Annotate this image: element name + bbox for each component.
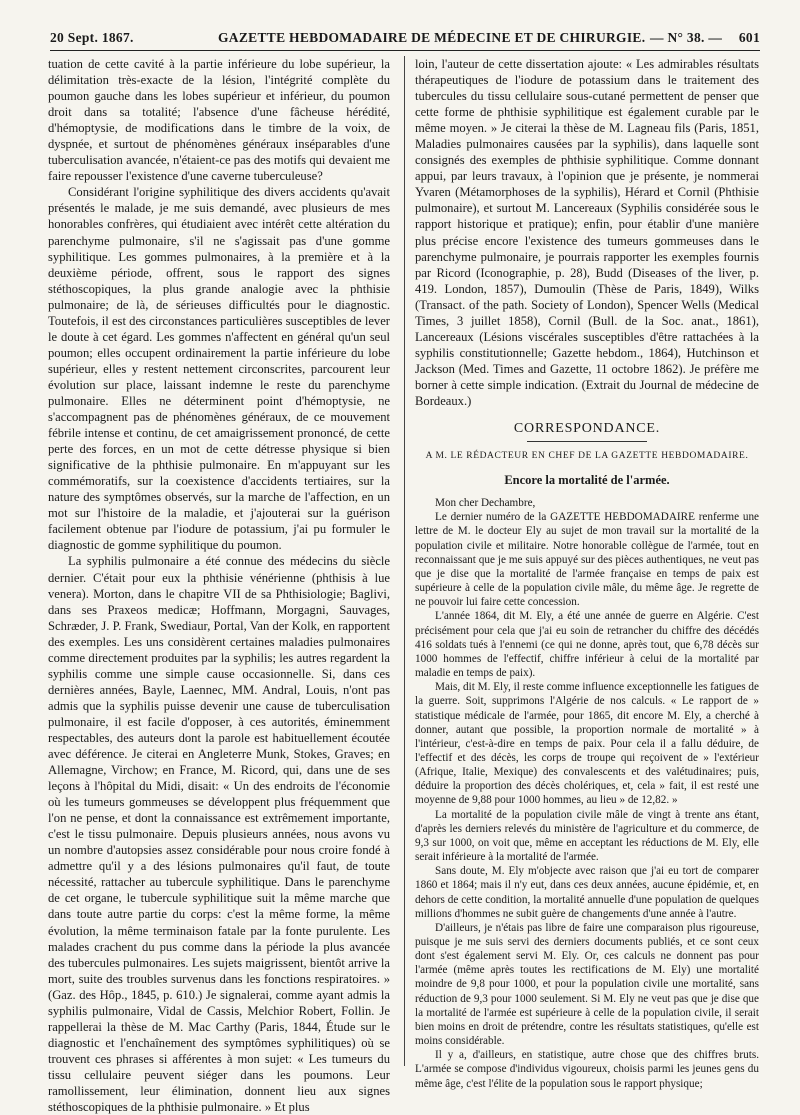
- letter-address: A M. LE RÉDACTEUR EN CHEF DE LA GAZETTE HEBDOMADAIRE.: [425, 451, 749, 462]
- right-column: [415, 56, 759, 1091]
- letter-salutation: Mon cher Dechambre,: [435, 497, 536, 510]
- header-date: 20 Sept. 1867.: [50, 30, 134, 45]
- heading-rule: [527, 441, 647, 442]
- header-page-number: 601: [738, 30, 760, 45]
- letter-body: [415, 496, 759, 1091]
- header-journal-title: GAZETTE HEBDOMADAIRE DE MÉDECINE ET DE CHIRURGIE.: [218, 30, 646, 45]
- letter-paragraph-7: Il y a, d'ailleurs, en statistique, autre chose que des chiffres bruts. L'armée se compose d'individus vigoureux, choisis parmi les jeunes gens du même âge, c'est l'élite de la population sous le rapport physique;: [415, 1049, 759, 1090]
- correspondence-heading: CORRESPONDANCE.: [513, 421, 661, 437]
- letter-paragraph-2: L'année 1864, dit M. Ely, a été une année de guerre en Algérie. C'est précisément pour cela que j'ai eu soin de retrancher du chiffre des décédés 416 soldats tués à l'ennemi (ce qui ne donne, après tout, que 6,78 décès sur 1000 hommes de l'effectif, chiffre inférieur à celui de la mortalité par maladie en temps de paix).: [415, 610, 759, 680]
- letter-paragraph-5: Sans doute, M. Ely m'objecte avec raison que j'ai eu tort de comparer 1860 et 1864; mais il n'y eut, dans ces deux années, aucune épidémie, et, en dehors de cette condition, la mortalité annuelle d'une population de quelques millions d'hommes ne subit guère de changements d'une année à l'autre.: [415, 865, 759, 920]
- column-divider: [404, 56, 405, 1066]
- left-paragraph-3: La syphilis pulmonaire a été connue des médecins du siècle dernier. C'était pour eux la phthisie vénérienne (phthisis à lue venera). Morton, dans le chapitre VII de sa Phthisiologie; Baglivi, dans ses Praxeos medicæ; Hoffmann, Morgagni, Sauvages, Schræder, J. P. Frank, Swediaur, Portal, Van der Kolk, en rapportent des exemples. Les uns considèrent certaines maladies pulmonaires comme directement produites par la syphilis; les autres regardent la syphilis comme une simple cause occasionnelle. Si, dans ces dernières années, Bayle, Laennec, MM. Andral, Louis, n'ont pas admis que la syphilis puisse devenir une cause de tuberculisation pulmonaire, il est facile d'opposer, à ces autorités, éminemment respectables, des auteurs dont la parole est habituellement écoutée avec déférence. Je citerai en Angleterre Munk, Stokes, Graves; en Allemagne, Virchow; en France, M. Ricord, qui, dans une de ses leçons à l'hôpital du Midi, disait: « Un des endroits de l'économie où les tumeurs gommeuses se développent plus fréquemment que l'on ne pense, et dont la connaissance est extrêmement importante, c'est le tissu pulmonaire. Depuis plusieurs années, nous avons vu un nombre d'autopsies assez considérable pour nous croire fondé à admettre qu'il y a des lésions pulmonaires qu'il faut, de toute nécessité, rattacher au tubercule syphilitique. Dans le parenchyme de cet organe, le tubercule syphilitique suit la même marche que dans toute autre partie du corps: c'est la même forme, la même évolution, la même terminaison fatale par la fonte purulente. Les malades crachent du pus comme dans la période la plus avancée des tubercules pulmonaires. Les sujets maigrissent, bientôt arrive la mort, suite des troubles survenus dans les fonctions respiratoires. » (Gaz. des Hôp., 1845, p. 610.) Je signalerai, comme ayant admis la syphilis pulmonaire, Vidal de Cassis, Melchior Robert, Follin. Je rappellerai la thèse de M. Mac Carthy (Paris, 1844, Étude sur le diagnostic et l'enchaînement des symptômes syphilitiques) où se trouvent ces phrases si afférentes à mon sujet: « Les tumeurs du tissu cellulaire peuvent siéger dans les poumons. Leur ramollissement, leur élimination, donnent lieu aux signes stéthoscopiques de la phthisie pulmonaire. » Et plus: [48, 554, 390, 1115]
- left-column: [48, 56, 390, 1115]
- right-paragraph-1: loin, l'auteur de cette dissertation ajoute: « Les admirables résultats thérapeutiques de l'iodure de potassium dans le traitement des tubercules du tissu cellulaire sous-cutané permettent de penser que cette forme de phthisie syphilitique est également curable par le même moyen. » Je citerai la thèse de M. Lagneau fils (Paris, 1851, Maladies pulmonaires causées par la syphilis), dans laquelle sont consignés des exemples de phthisie syphilitique. Comme donnant appui, par leurs travaux, à l'opinion que je présente, je nommerai Yvaren (Métamorphoses de la syphilis), Hérard et Cornil (Phthisie pulmonaire), et surtout M. Lancereaux (Syphilis considérée sous le rapport historique et pratique); enfin, pour établir d'une manière plus précise encore l'existence des tumeurs gommeuses dans le parenchyme pulmonaire, je pourrais rapporter les exemples fournis par Ricord (Iconographie, p. 28), Budd (Diseases of the liver, p. 419. London, 1857), Dumoulin (Thèse de Paris, 1849), Wilks (Transact. of the path. Society of London), Spencer Wells (Medical Times, 3 juillet 1858), Cornil (Bull. de la Soc. anat., 1861), Lancereaux (Lésions viscérales susceptibles d'être rattachées à la syphilis constitutionnelle; Gazette hebdom., 1864), Hutchinson et Jackson (Med. Times and Gazette, 11 octobre 1862). Je préfère me borner à cette simple indication. (Extrait du Journal de médecine de Bordeaux.): [415, 57, 759, 408]
- page-header: [50, 22, 760, 51]
- letter-paragraph-3: Mais, dit M. Ely, il reste comme influence exceptionnelle les fatigues de la guerre. Soit, supprimons l'Algérie de nos calculs. « Le rapport de » statistique médicale de l'armée, pour 1865, dit encore M. Ely, a cherché à donner, autant que possible, la proportion normale de mortalité » à l'intérieur, c'est-à-dire en temps de paix. Pour cela il a fallu déduire, de l'effectif et des décès, les corps de troupe qui reçoivent de » l'extérieur (Afrique, Italie, Mexique) des convalescents et des valétudinaires; puis, déduire la proportion des décès cholériques, et, cela » fait, il est resté une moyenne de 9,88 pour 1000 hommes, au lieu » de 12,82. »: [415, 681, 759, 807]
- letter-paragraph-6: D'ailleurs, je n'étais pas libre de faire une comparaison plus rigoureuse, puisque je me suis servi des derniers documents publiés, et ce sont ceux dont s'est également servi M. Ely. Or, ces calculs ne donnent pas pour l'armée (même après toutes les rectifications de M. Ely) une mortalité moindre de 9,8 pour 1000, et pour la population civile une mortalité, sans réduction de 9,3 pour 1000 seulement. Si M. Ely ne veut pas que je dise que la mortalité de l'armée est supérieure à celle de la population civile, il serait bien moins en droit de prétendre, contre les résultats statistiques, qu'elle est moins considérable.: [415, 921, 759, 1048]
- letter-subtitle: Encore la mortalité de l'armée.: [504, 473, 670, 488]
- left-paragraph-2: Considérant l'origine syphilitique des divers accidents qu'avait présentés le malade, je me suis demandé, avec plusieurs de mes honorables confrères, qui étudiaient avec intérêt cette altération du parenchyme pulmonaire, s'il ne s'agissait pas d'une gomme syphilitique. Les gommes pulmonaires, à la première et à la deuxième période, offrent, sous le rapport des signes stéthoscopiques, la plus grande analogie avec la phthisie pulmonaire; de là, de sérieuses difficultés pour le diagnostic. Toutefois, il est des circonstances particulières susceptibles de lever le doute à cet égard. Les gommes n'affectent en général qu'un seul poumon; elles occupent ordinairement la partie inférieure du lobe supérieur, elles y restent nettement circonscrites, parcourent leur évolution sur place, laissant indemne le reste du parenchyme pulmonaire. Elles ne déterminent point d'hémoptysie, ne s'accompagnent pas de phénomènes généraux, de ce mouvement fébrile intense et continu, de cet amaigrissement prononcé, de cette perte des forces, en un mot de cette détresse physique si bien significative de la phthisie pulmonaire. En m'appuyant sur les commémoratifs, sur la coexistence d'accidents tertiaires, sur la nature des symptômes observés, sur la marche de l'affection, en un mot sur l'histoire de la maladie, et j'ajouterai sur la guérison facilement obtenue par l'iodure de potassium, j'ai pu formuler le diagnostic de gomme syphilitique du poumon.: [48, 185, 390, 553]
- letter-paragraph-4: La mortalité de la population civile mâle de vingt à trente ans étant, d'après les derniers relevés du ministère de l'agriculture et du commerce, de 9,3 sur 1000, on voit que, même en acceptant les réductions de M. Ely, elle serait inférieure à la mortalité de l'armée.: [415, 808, 759, 864]
- header-issue-number: — N° 38. —: [650, 30, 723, 45]
- letter-paragraph-1: Le dernier numéro de la GAZETTE HEBDOMADAIRE renferme une lettre de M. le docteur Ely au sujet de mon travail sur la mortalité de la population civile et militaire. Notre honorable collègue de l'armée, tout en reconnaissant que je me suis appuyé sur des pièces authentiques, ne veut pas que je dise que la mortalité de l'armée française en temps de paix est supérieure à celle de la population civile mâle, du même âge. Je regrette de ne pouvoir lui faire cette concession.: [415, 511, 759, 609]
- left-paragraph-1: tuation de cette cavité à la partie inférieure du lobe supérieur, la délimitation très-exacte de la lésion, l'intégrité complète du poumon gauche dans les lobes supérieur et inférieur, du poumon droit dans sa totalité; l'absence d'une fâcheuse hérédité, d'hémoptysie, de modifications dans le timbre de la voix, de dyspnée, et surtout de phénomènes généraux inséparables d'une tuberculisation avancée, n'étaient-ce pas des motifs qui devaient me faire repousser l'existence d'une caverne tuberculeuse?: [48, 57, 390, 184]
